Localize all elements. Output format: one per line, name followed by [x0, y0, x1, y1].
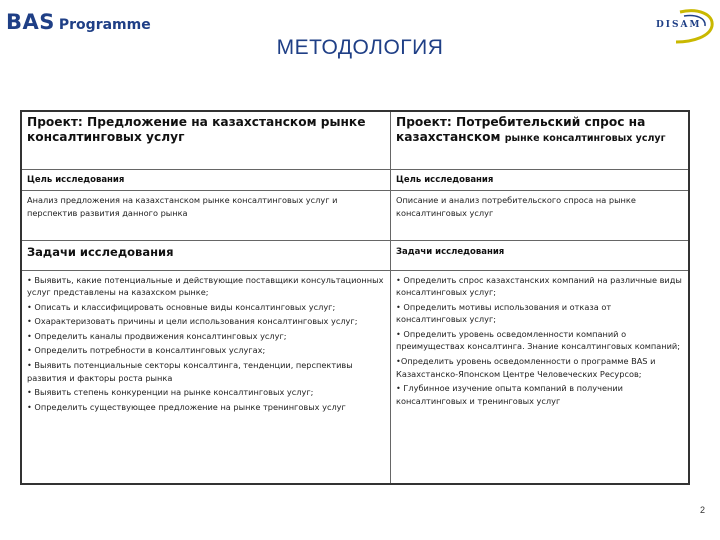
table-row — [21, 190, 689, 240]
list-item: • Глубинное изучение опыта компаний в получении консалтинговых и тренинговых услуг — [396, 383, 623, 406]
right-goal-cell — [391, 190, 690, 240]
logo-disam-text: DISAM — [656, 20, 702, 30]
page-number: 2 — [700, 505, 706, 515]
left-goal-text: Анализ предложения на казахстанском рынке консалтинговых услуг и перспектив развития данного рынка — [27, 194, 338, 218]
right-tasks-cell — [391, 270, 690, 484]
right-project-title — [396, 115, 683, 146]
right-project-title-small: рынке консалтинговых услуг — [504, 133, 666, 144]
right-project-title-main: Проект: Потребительский спрос на казахстанском — [396, 115, 646, 144]
left-tasks-header: Задачи исследования — [27, 244, 174, 259]
bas-programme-logo — [6, 10, 151, 38]
right-project-cell — [391, 111, 690, 169]
left-goal-cell — [21, 190, 391, 240]
list-item: • Определить спрос казахстанских компаний на различные виды консалтинговых услуг; — [396, 274, 682, 298]
right-tasks-list — [396, 274, 683, 408]
list-item: •Определить уровень осведомленности о программе BAS и Казахстанско-Японском Центре Человеческих Ресурсов; — [396, 356, 656, 379]
logo-programme-text: Programme — [58, 17, 151, 33]
list-item: • Определить каналы продвижения консалтинговых услуг; — [27, 330, 287, 341]
list-item: • Определить уровень осведомленности компаний о преимуществах консалтинга. Знание консалтинговых компаний; — [396, 328, 681, 352]
left-goal-header-cell — [21, 169, 391, 190]
left-project-cell — [21, 111, 391, 169]
table-row — [21, 111, 689, 169]
left-tasks-list — [27, 274, 385, 414]
logo-bas-text: BAS — [6, 10, 55, 34]
right-goal-text: Описание и анализ потребительского спроса на рынке консалтинговых услуг — [396, 194, 636, 218]
right-goal-header-cell — [391, 169, 690, 190]
list-item: • Выявить степень конкуренции на рынке консалтинговых услуг; — [27, 387, 314, 398]
methodology-table — [20, 110, 690, 485]
table-row — [21, 169, 689, 190]
list-item: • Выявить, какие потенциальные и действующие поставщики консультационных услуг представлены на казахском рынке; — [27, 274, 384, 298]
list-item: • Описать и классифицировать основные виды консалтинговых услуг; — [27, 301, 336, 312]
right-tasks-header-cell — [391, 240, 690, 270]
left-project-title: Проект: Предложение на казахстанском рынке консалтинговых услуг — [27, 115, 366, 144]
list-item: • Определить мотивы использования и отказа от консалтинговых услуг; — [396, 301, 612, 325]
list-item: • Выявить потенциальные секторы консалтинга, тенденции, перспективы развития и факторы роста рынка — [27, 360, 353, 383]
left-tasks-header-cell — [21, 240, 391, 270]
table-row — [21, 240, 689, 270]
list-item: • Определить существующее предложение на рынке тренинговых услуг — [27, 401, 346, 412]
left-tasks-cell — [21, 270, 391, 484]
table-row — [21, 270, 689, 484]
list-item: • Определить потребности в консалтинговых услугах; — [27, 345, 266, 356]
right-goal-header: Цель исследования — [396, 174, 494, 185]
list-item: • Охарактеризовать причины и цели использования консалтинговых услуг; — [27, 316, 358, 327]
page-title: МЕТОДОЛОГИЯ — [276, 36, 444, 59]
right-tasks-header: Задачи исследования — [396, 246, 505, 257]
left-goal-header: Цель исследования — [27, 174, 125, 185]
